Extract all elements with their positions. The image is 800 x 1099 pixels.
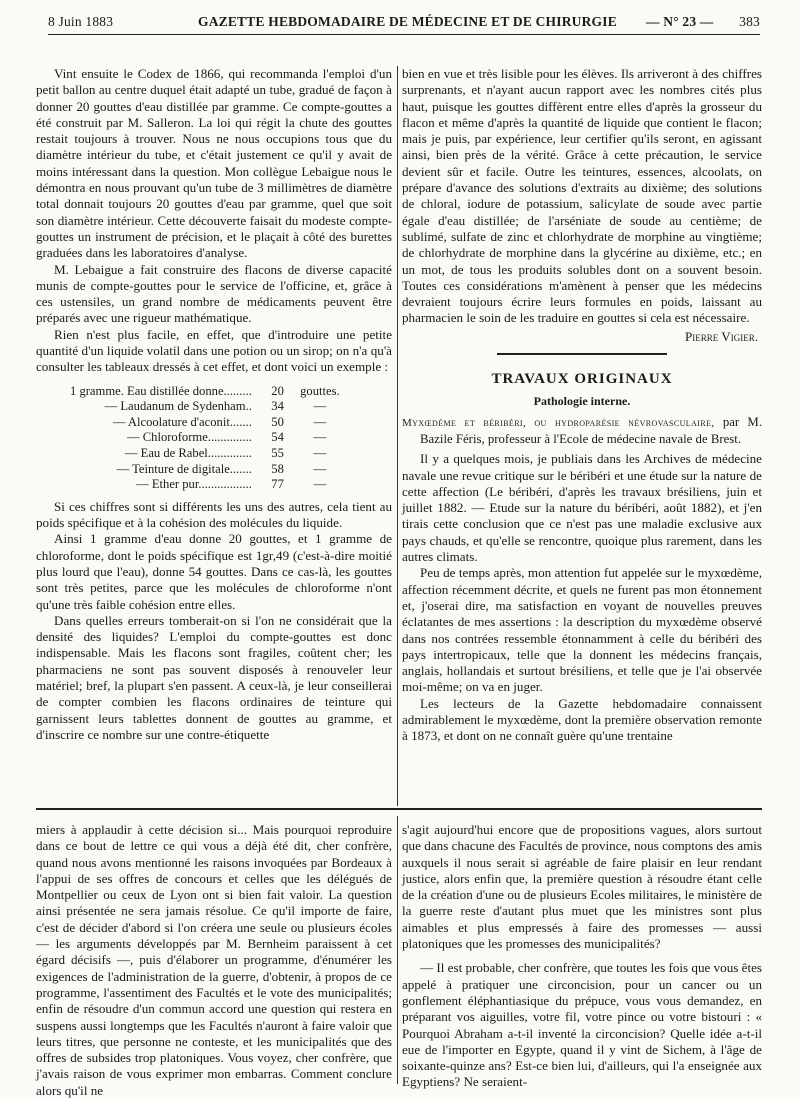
horizontal-rule: [36, 808, 762, 810]
column-rule-bottom: [397, 816, 398, 1084]
table-row: [66, 430, 352, 446]
header-issue-number: — N° 23 —: [646, 14, 714, 29]
article-title-block: [402, 414, 763, 448]
substance-cell: — Alcoolature d'aconit.......: [112, 414, 252, 429]
substance-cell: — Eau de Rabel..............: [124, 446, 252, 461]
substance-cell: — Laudanum de Sydenham..: [104, 399, 252, 414]
unit-cell: —: [313, 461, 327, 476]
paragraph: Il y a quelques mois, je publiais dans les Archives de médecine navale une revue critique sur le béribéri et une étude sur la nature de cette affection (Le béribéri, d'après les travaux brésiliens, juin et juillet 1882. — Etude sur la nature du béribéri, août 1882), et j'en tirais cette conclusion que ce n'est pas une maladie exclusive aux pays chauds, et qu'elle se rencontre, quoique plus rarement, dans les autres climats.: [402, 451, 762, 565]
paragraph: Ainsi 1 gramme d'eau donne 20 gouttes, et 1 gramme de chloroforme, dont le poids spécifique est 1gr,49 (c'est-à-dire moitié plus lourd que l'eau), donne 54 gouttes. Dans ce cas-là, les gouttes sont très petites, parce que les molécules de chloroforme n'ont qu'une très faible cohésion entre elles.: [36, 531, 392, 612]
unit-cell: —: [313, 477, 327, 492]
substance-cell: 1 gramme. Eau distillée donne.........: [70, 383, 252, 398]
substance-cell: — Chloroforme..............: [127, 430, 252, 445]
drops-count-cell: 55: [271, 446, 284, 461]
paragraph: miers à applaudir à cette décision si... Mais pourquoi reproduire dans ce bout de lettre ce qui vous a déjà été dit, cher confrère, quand nous avons mentionné les raisons invoquées par Bordeaux à l'appui de ses offres de concours et celles que les délégués de Montpellier ou ceux de Lyon ont si bien fait valoir. La question ainsi présentée ne sera jamais résolue. Ce qu'il importe de faire, c'est de décider d'abord si l'on créera une seule ou plusieurs écoles — les arguments développés par M. Bernheim paraissent à cet égard décisifs —, puis d'élaborer un programme, d'énumérer les exigences de l'administration de la guerre, d'obtenir, à propos de ce programme, l'assentiment des Facultés et le vote des municipalités; enfin de résoudre d'un commun accord une question qui restera en suspens aussi longtemps que les Facultés n'auront à faire valoir que leurs titres, que personne ne conteste, et les municipalités que des offres de subsides trop platoniques. Vous voyez, cher confrère, que j'avais raison de vous exprimer mon embarras. Comment conclure alors qu'il ne: [36, 822, 392, 1098]
column-rule-top: [397, 66, 398, 806]
header-page-number: 383: [739, 14, 760, 29]
article-author: par M. Bazile Féris, professeur à l'Ecole de médecine navale de Brest.: [420, 414, 763, 446]
unit-cell: gouttes.: [300, 383, 340, 398]
unit-cell: —: [313, 414, 327, 429]
column-3: [36, 822, 392, 1098]
substance-cell: — Teinture de digitale.......: [116, 461, 252, 476]
paragraph: Peu de temps après, mon attention fut appelée sur le myxœdème, affection récemment décrite, et quels ne furent pas mon étonnement et, j'oserai dire, ma satisfaction en voyant de nouvelles preuves éclatantes de mes assertions : la description du myxœdème observé dans nos contrées ressemble étonnamment à celle du béribéri des pays intertropicaux, telle que la donnent les médecins français, anglais, hollandais et surtout brésiliens, et telle que je l'ai observée moi-même; on va en juger.: [402, 565, 762, 695]
drops-count-cell: 34: [271, 399, 284, 414]
column-2: [402, 66, 762, 801]
table-row: [66, 399, 352, 415]
table-row: [66, 384, 352, 400]
drops-count-cell: 54: [271, 430, 284, 445]
drops-count-cell: 50: [271, 414, 284, 429]
article-title: Myxœdème et béribéri, ou hydroparésie névrovasculaire,: [402, 416, 715, 429]
drops-count-cell: 77: [271, 477, 284, 492]
section-heading: TRAVAUX ORIGINAUX: [491, 371, 673, 388]
paragraph: Vint ensuite le Codex de 1866, qui recommanda l'emploi d'un petit ballon au centre duquel était adapté un tube, gradué de façon à donner 20 gouttes d'eau distillée par gramme. Ce compte-gouttes a été construit par M. Salleron. La loi qui régit la chute des gouttes restait toujours à trouver. Nous ne nous occupions tous que du diamètre intérieur du tube, et c'était justement ce qu'il y avait de moins intéressant dans la question. Mon collègue Lebaigue nous le démontra en nous prouvant qu'un tube de 3 millimètres de diamètre total donnait toujours 20 gouttes d'eau par gramme, quel que soit son diamètre intérieur. Cette découverte faisait du modeste compte-gouttes un instrument de précision, et le plaçait à côté des burettes graduées dans les laboratoires d'analyse.: [36, 66, 392, 261]
running-header: [48, 12, 760, 35]
section-separator: [497, 353, 667, 355]
table-row: [66, 477, 352, 493]
paragraph: Les lecteurs de la Gazette hebdomadaire connaissent admirablement le myxœdème, dont la première observation remonte à 1873, et dont on ne connaît guère qu'une trentaine: [402, 695, 762, 744]
table-row: [66, 446, 352, 462]
substance-cell: — Ether pur.................: [136, 477, 252, 492]
drops-count-cell: 20: [271, 383, 284, 398]
column-4: [402, 822, 762, 1090]
drops-table: [66, 384, 352, 493]
subsection-heading: Pathologie interne.: [533, 394, 631, 409]
unit-cell: —: [313, 446, 327, 461]
signature: Pierre Vigier.: [684, 328, 758, 344]
drops-count-cell: 58: [271, 461, 284, 476]
unit-cell: —: [313, 430, 327, 445]
paragraph: Dans quelles erreurs tomberait-on si l'on ne considérait que la densité des liquides? L'emploi du compte-gouttes est donc indispensable. Mais les flacons sont fragiles, coûtent cher; les pharmaciens ne sont pas souvent disposés à renouveler leur matériel; bref, la plupart s'en passent. A ceux-là, je leur conseillerai de compter combien les flacons ordinaires de teinture qui garnissent leurs tablettes donnent de gouttes au gramme, et d'inscrire ce nombre sur une contre-étiquette: [36, 612, 392, 742]
header-journal-title: GAZETTE HEBDOMADAIRE DE MÉDECINE ET DE CHIRURGIE: [198, 14, 617, 29]
paragraph: s'agit aujourd'hui encore que de propositions vagues, alors surtout que dans chacune des Facultés de province, nous comptons des amis auxquels il nous serait si agréable de faire plaisir en leur rendant justice, alors enfin que, la première question à résoudre étant celle de la création d'une ou de plusieurs Ecoles militaires, le ministère de la guerre reste d'autant plus muet que les ministres sont plus aimables et plus empressés à faire des promesses — aussi platoniques que les promesses des municipalités?: [402, 822, 762, 952]
table-row: [66, 415, 352, 431]
paragraph: Si ces chiffres sont si différents les uns des autres, cela tient au poids spécifique et à la cohésion des molécules du liquide.: [36, 498, 392, 531]
table-row: [66, 462, 352, 478]
paragraph: Rien n'est plus facile, en effet, que d'introduire une petite quantité d'un liquide volatil dans une potion ou un sirop; on n'a qu'à consulter les tableaux dressés à cet effet, et dont voici un exemple :: [36, 326, 392, 375]
header-date: 8 Juin 1883: [48, 14, 114, 29]
unit-cell: —: [313, 399, 327, 414]
paragraph: bien en vue et très lisible pour les élèves. Ils arriveront à des chiffres surprenants, et n'ayant aucun rapport avec les nombres cités plus haut, puisque les gouttes diffèrent entre elles d'après la grosseur du flacon et même d'après la quantité de liquide que contient le flacon; mais je puis, par expérience, leur certifier qu'ils seront, en agissant ainsi, bien près de la vérité. Grâce à cette précaution, le service devient sûr et facile. Outre les teintures, essences, alcoolats, on prépare d'avance des solutions d'extraits au dixième; des solutions de chloral, iodure de potassium, salicylate de soude avec partie égale d'eau distillée; de l'arséniate de soude au centième; de sublimé, sulfate de zinc et chlorhydrate de morphine au vingtième; de chlorhydrate de morphine dans la glycérine au dixième, etc.; en un mot, de tous les produits solubles dont on a souvent besoin. Toutes ces considérations m'amènent à penser que les médecins devraient toujours écrire leurs formules en poids, laissant au pharmacien le soin de les traduire en gouttes si cela est nécessaire.: [402, 66, 762, 326]
column-1: [36, 66, 392, 801]
paragraph: — Il est probable, cher confrère, que toutes les fois que vous êtes appelé à pratiquer une circoncision, pour un cancer ou un gonflement éléphantiasique du prépuce, vous vous demandez, en préparant vos aiguilles, votre fil, votre pince ou votre bistouri : « Pourquoi Abraham a-t-il inventé la circoncision? Quelle idée a-t-il eue de l'importer en Egypte, quand il y vint de Sichem, à l'âge de soixante-quinze ans? Est-ce bien lui, d'ailleurs, qui l'a enseignée aux Egyptiens? Ne seraient-: [402, 960, 762, 1090]
paragraph: M. Lebaigue a fait construire des flacons de diverse capacité munis de compte-gouttes pour le service de l'officine, et, grâce à ces ustensiles, un grand nombre de médicaments peuvent être préparés avec une rigueur mathématique.: [36, 261, 392, 326]
